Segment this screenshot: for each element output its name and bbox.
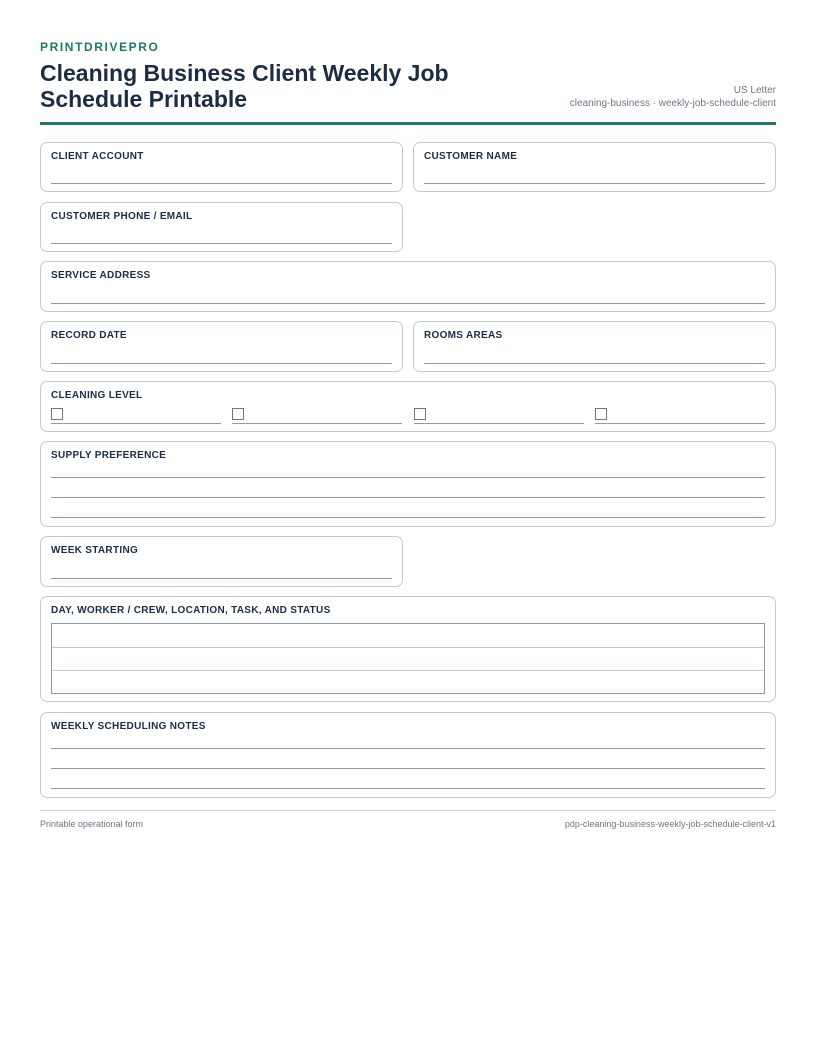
writing-line[interactable] (51, 497, 765, 498)
schedule-table-label: DAY, WORKER / CREW, LOCATION, TASK, AND STATUS (51, 605, 331, 616)
footer-divider (40, 810, 776, 811)
writing-line[interactable] (51, 788, 765, 789)
writing-line[interactable] (51, 517, 765, 518)
cleaning-level-label: CLEANING LEVEL (51, 390, 143, 401)
document-meta (570, 84, 776, 110)
client-account-field (40, 142, 403, 192)
document-tags: cleaning-business · weekly-job-schedule-client (569, 98, 776, 109)
service-address-field (40, 261, 776, 312)
writing-line[interactable] (51, 477, 765, 478)
rooms-areas-field (413, 321, 776, 372)
weekly-notes-field (40, 712, 776, 798)
rooms-areas-line (424, 363, 765, 364)
week-starting-field (40, 536, 403, 587)
client-account-input[interactable] (51, 167, 392, 183)
rooms-areas-input[interactable] (424, 346, 765, 362)
footer-left-text: Printable operational form (40, 819, 144, 829)
footer-form-id: pdp-cleaning-business-weekly-job-schedule-client-v1 (564, 819, 776, 829)
checkbox[interactable] (232, 408, 244, 420)
header-divider (40, 122, 776, 125)
checkbox[interactable] (595, 408, 607, 420)
customer-name-line (424, 183, 765, 184)
checkbox[interactable] (51, 408, 63, 420)
service-address-label: SERVICE ADDRESS (51, 270, 151, 281)
customer-contact-label: CUSTOMER PHONE / EMAIL (51, 211, 193, 222)
record-date-line (51, 363, 392, 364)
cleaning-level-option (232, 408, 402, 424)
paper-size-label: US Letter (733, 85, 776, 96)
rooms-areas-label: ROOMS AREAS (424, 330, 503, 341)
brand-logo: PRINTDRIVEPRO (40, 40, 160, 54)
customer-contact-input[interactable] (51, 227, 392, 243)
week-starting-label: WEEK STARTING (51, 545, 139, 556)
customer-name-label: CUSTOMER NAME (424, 151, 518, 162)
schedule-table-field (40, 596, 776, 702)
cleaning-level-option (51, 408, 221, 424)
service-address-input[interactable] (51, 286, 765, 302)
week-starting-line (51, 578, 392, 579)
supply-preference-label: SUPPLY PREFERENCE (51, 450, 167, 461)
table-row-divider (52, 647, 764, 648)
supply-preference-field (40, 441, 776, 527)
weekly-notes-label: WEEKLY SCHEDULING NOTES (51, 721, 206, 732)
cleaning-level-option (414, 408, 584, 424)
service-address-line (51, 303, 765, 304)
page-title: Cleaning Business Client Weekly Job Schedule Printable (40, 60, 449, 112)
record-date-field (40, 321, 403, 372)
schedule-table[interactable] (51, 623, 765, 694)
customer-contact-line (51, 243, 392, 244)
client-account-label: CLIENT ACCOUNT (51, 151, 144, 162)
checkbox[interactable] (414, 408, 426, 420)
customer-contact-field (40, 202, 403, 252)
customer-name-input[interactable] (424, 167, 765, 183)
writing-line[interactable] (51, 768, 765, 769)
customer-name-field (413, 142, 776, 192)
writing-line[interactable] (51, 748, 765, 749)
record-date-input[interactable] (51, 346, 392, 362)
table-row-divider (52, 670, 764, 671)
cleaning-level-field (40, 381, 776, 432)
week-starting-input[interactable] (51, 561, 392, 577)
cleaning-level-option (595, 408, 765, 424)
client-account-line (51, 183, 392, 184)
record-date-label: RECORD DATE (51, 330, 127, 341)
